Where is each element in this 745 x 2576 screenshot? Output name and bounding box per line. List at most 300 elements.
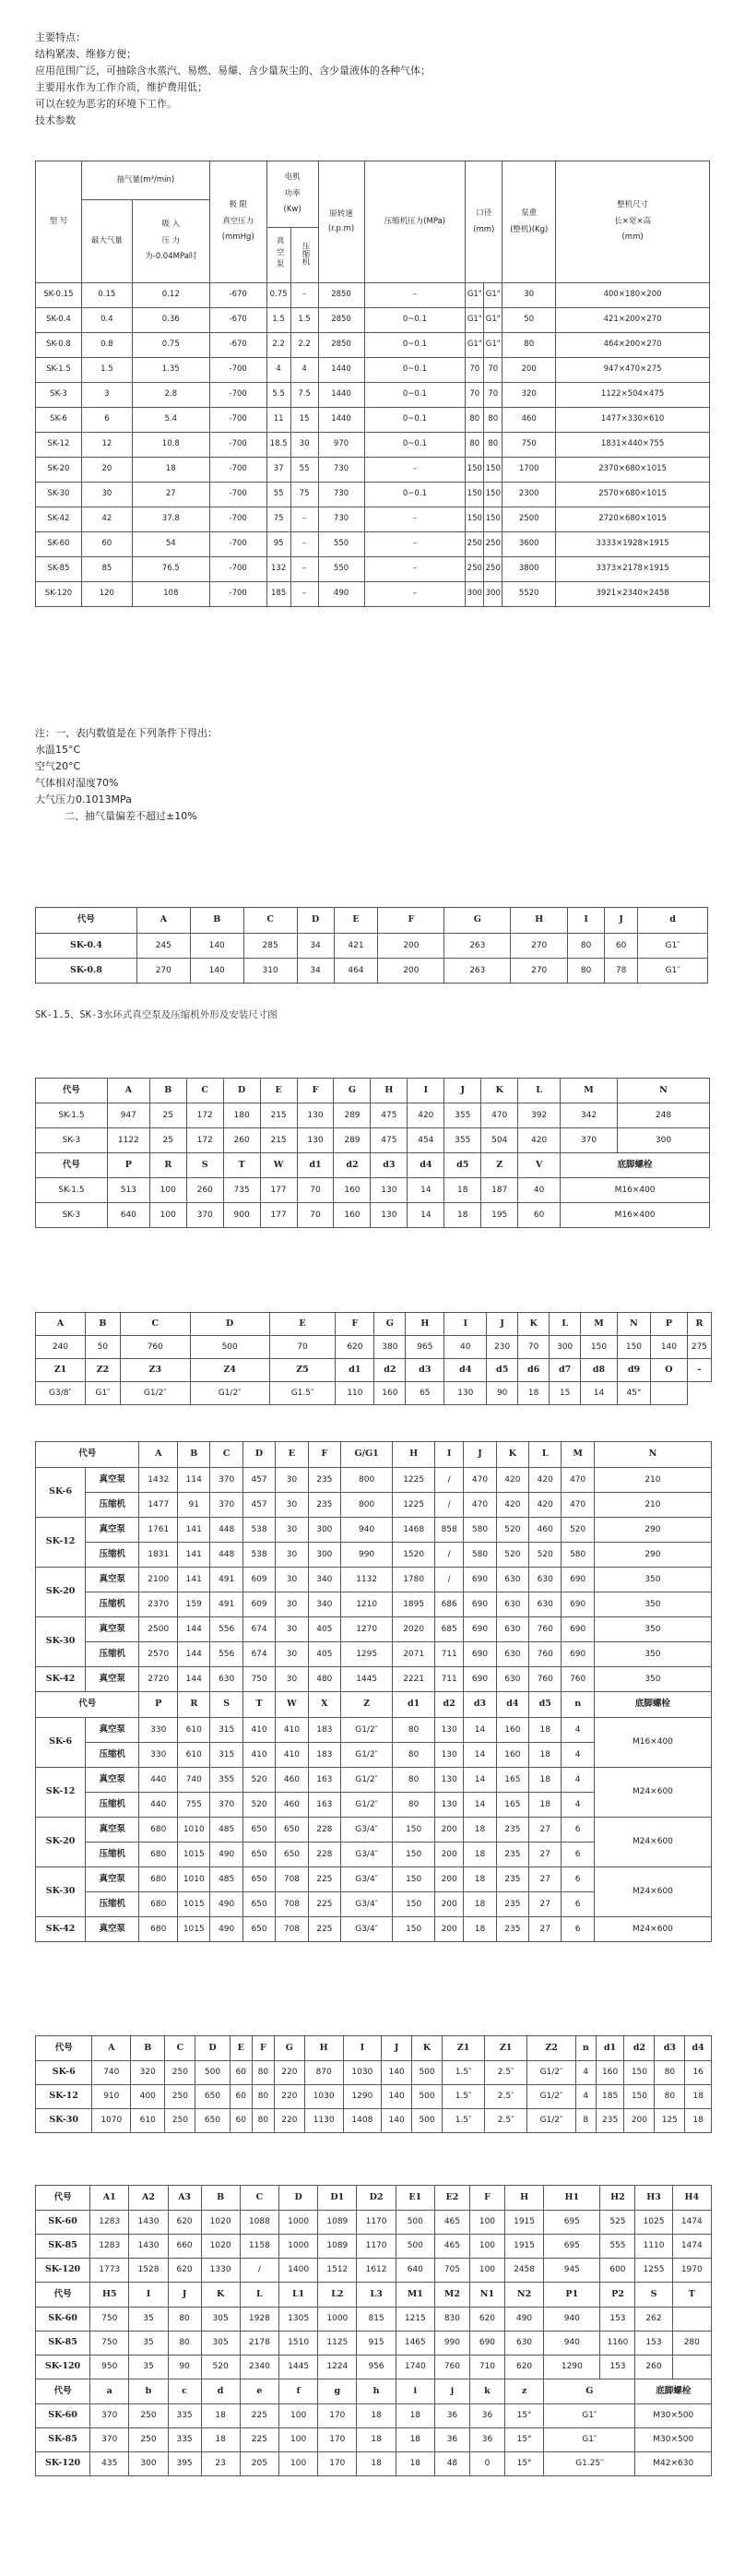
table-cell: 650 <box>276 1843 308 1867</box>
table-cell: 500 <box>412 2109 443 2133</box>
table-cell: 990 <box>341 1543 393 1568</box>
table-cell: 1477×330×610 <box>556 408 710 433</box>
table-cell: 538 <box>242 1518 275 1543</box>
table-cell: d3 <box>406 1359 444 1382</box>
table-cell: 底脚螺栓 <box>635 2379 712 2404</box>
table-cell: 440 <box>139 1768 178 1793</box>
table-cell: 1283 <box>90 2211 129 2235</box>
table-cell: 7.5 <box>290 383 318 408</box>
table-cell: 8 <box>575 2109 596 2133</box>
feature-line: 结构紧凑、维修方便； <box>35 48 136 60</box>
table-cell: 4 <box>290 358 318 383</box>
table-cell: 80 <box>252 2085 274 2109</box>
table-cell: SK-30 <box>36 2109 92 2133</box>
table-cell: G1.25″ <box>544 2452 635 2476</box>
table-cell: 2.8 <box>132 383 209 408</box>
table-cell: 30 <box>276 1493 308 1518</box>
table-cell: 177 <box>260 1203 297 1228</box>
table-cell: SK-3 <box>36 383 82 408</box>
table-cell: 75 <box>266 507 290 532</box>
table-cell: 475 <box>371 1103 408 1128</box>
table-cell: – <box>290 507 318 532</box>
table-cell: 620 <box>168 2211 201 2235</box>
table-cell: / <box>435 1493 464 1518</box>
table-row <box>36 1917 712 1942</box>
table-cell: d3 <box>655 2036 685 2061</box>
table-row <box>36 1336 712 1359</box>
table-cell: 30 <box>276 1568 308 1592</box>
table-row <box>36 1768 712 1793</box>
table-cell: 真空泵 <box>86 1518 139 1543</box>
table-cell: 475 <box>371 1128 408 1153</box>
table-cell: 1.5 <box>290 308 318 333</box>
table-cell: G3/4″ <box>341 1843 393 1867</box>
table-cell: G/G1 <box>341 1442 393 1468</box>
table-cell: 630 <box>529 1592 562 1617</box>
table-cell: 18 <box>357 2452 396 2476</box>
table-cell: 11 <box>266 408 290 433</box>
table-cell: SK-20 <box>36 458 82 483</box>
table-cell: 660 <box>168 2235 201 2259</box>
table-cell: 压缩机 <box>86 1793 139 1818</box>
table-cell: K <box>518 1313 550 1336</box>
table-cell: 30 <box>276 1468 308 1493</box>
table-cell: 60 <box>230 2109 252 2133</box>
table-cell: 464×200×270 <box>556 333 710 358</box>
table-cell: 300 <box>308 1543 340 1568</box>
table-cell: 130 <box>435 1793 464 1818</box>
table-cell: F <box>308 1442 340 1468</box>
table-row <box>36 557 710 582</box>
table-cell: D <box>242 1442 275 1468</box>
table-cell: 18 <box>396 2452 434 2476</box>
table-cell: 4 <box>562 1743 594 1768</box>
table-cell: 1015 <box>178 1892 210 1917</box>
table-cell: 15° <box>504 2428 543 2452</box>
table-cell: E1 <box>396 2186 434 2211</box>
table-cell: f <box>278 2379 317 2404</box>
table-cell: 6 <box>81 408 132 433</box>
table-cell: 36 <box>469 2428 504 2452</box>
table-cell: 705 <box>434 2259 469 2283</box>
table-cell: SK-120 <box>36 2452 90 2476</box>
table-cell: 1970 <box>672 2259 711 2283</box>
table-cell: SK-120 <box>36 582 82 607</box>
table-cell: C <box>240 2186 278 2211</box>
table-cell: G1″ <box>638 934 708 959</box>
spec-table <box>35 161 710 607</box>
table-cell: H2 <box>600 2186 635 2211</box>
table-cell: 630 <box>496 1642 528 1667</box>
table-cell: C <box>210 1442 242 1468</box>
table-cell: 520 <box>242 1768 275 1793</box>
table-cell: 630 <box>529 1568 562 1592</box>
table-cell: 200 <box>435 1892 464 1917</box>
table-cell: 1831×440×755 <box>556 433 710 458</box>
table-row <box>36 1359 712 1382</box>
table-cell: 320 <box>131 2061 165 2085</box>
table-cell: H <box>511 908 568 934</box>
table-cell: G1" <box>466 333 484 358</box>
table-cell: G1″ <box>544 2404 635 2428</box>
table-cell: 代号 <box>36 1153 108 1178</box>
table-cell: h <box>357 2379 396 2404</box>
table-cell: 2100 <box>139 1568 178 1592</box>
table-cell: 1000 <box>278 2211 317 2235</box>
table-cell: 2221 <box>393 1667 435 1692</box>
table-cell: 170 <box>318 2428 357 2452</box>
table-cell: 1070 <box>92 2109 131 2133</box>
table-cell: Z4 <box>190 1359 269 1382</box>
table-cell: C <box>165 2036 195 2061</box>
table-cell: SK-3 <box>36 1128 108 1153</box>
table-cell: 650 <box>276 1818 308 1843</box>
table-row <box>36 2211 712 2235</box>
table-cell: 370 <box>90 2404 129 2428</box>
table-cell: 435 <box>90 2452 129 2476</box>
table-cell: 150 <box>393 1867 435 1892</box>
table-cell: 740 <box>178 1768 210 1793</box>
table-cell: 750 <box>90 2332 129 2355</box>
table-cell: 235 <box>496 1843 528 1867</box>
table-cell: – <box>364 507 466 532</box>
table-cell: 440 <box>139 1793 178 1818</box>
note-line: 水温15°C <box>35 744 81 756</box>
table-cell: P2 <box>600 2283 635 2308</box>
table-cell: 490 <box>318 582 364 607</box>
table-cell: 245 <box>136 934 190 959</box>
table-cell: M24×600 <box>594 1867 711 1917</box>
table-cell: k <box>469 2379 504 2404</box>
table-cell: 248 <box>618 1103 710 1128</box>
table-cell: 70 <box>269 1336 336 1359</box>
table-cell: 1915 <box>504 2235 543 2259</box>
table-cell: G <box>274 2036 304 2061</box>
table-cell: 200 <box>378 959 444 984</box>
table-cell: 525 <box>600 2211 635 2235</box>
table-cell: 405 <box>308 1642 340 1667</box>
table-cell: SK-1.5 <box>36 1103 108 1128</box>
table-cell: 130 <box>444 1382 487 1405</box>
table-cell: 1.5 <box>81 358 132 383</box>
table-cell: -700 <box>209 507 266 532</box>
table-cell: SK-42 <box>36 507 82 532</box>
table-cell: 1255 <box>635 2259 672 2283</box>
table-cell: SK-85 <box>36 2235 90 2259</box>
table-cell: 250 <box>129 2428 168 2452</box>
table-cell: 0~0.1 <box>364 333 466 358</box>
table-cell: 800 <box>341 1468 393 1493</box>
table-cell: 150 <box>484 483 503 507</box>
table-cell: P <box>139 1692 178 1718</box>
table-cell: 228 <box>308 1843 340 1867</box>
table-cell: d2 <box>624 2036 655 2061</box>
spec-header-compressor: 压缩机 <box>290 228 318 283</box>
table-cell: d5 <box>487 1359 518 1382</box>
table-cell: 460 <box>276 1793 308 1818</box>
table-cell: 900 <box>223 1203 260 1228</box>
table-cell: 520 <box>496 1543 528 1568</box>
table-cell: SK-120 <box>36 2355 90 2379</box>
table-cell: 370 <box>90 2428 129 2452</box>
table-cell: 630 <box>210 1667 242 1692</box>
table-cell: 680 <box>139 1917 178 1942</box>
table-cell: G1" <box>466 283 484 308</box>
table-cell: 压缩机 <box>86 1543 139 1568</box>
table-cell: 1130 <box>304 2109 343 2133</box>
table-cell: E <box>260 1079 297 1103</box>
table-row <box>36 1178 710 1203</box>
table-cell: 2570×680×1015 <box>556 483 710 507</box>
table-cell: 70 <box>484 358 503 383</box>
table-row <box>36 959 708 984</box>
table-cell: 真空泵 <box>86 1617 139 1642</box>
table-cell: -700 <box>209 483 266 507</box>
table-cell: G1" <box>484 283 503 308</box>
table-cell: 760 <box>434 2355 469 2379</box>
table-cell: D1 <box>318 2186 357 2211</box>
table-cell: 710 <box>469 2355 504 2379</box>
table-cell: 460 <box>503 408 556 433</box>
table-cell: 3 <box>81 383 132 408</box>
table-cell: 2850 <box>318 333 364 358</box>
table-cell: 300 <box>308 1518 340 1543</box>
table-cell: 4 <box>266 358 290 383</box>
table-cell: 压缩机 <box>86 1743 139 1768</box>
table-cell: I <box>568 908 605 934</box>
table-cell: 260 <box>186 1178 223 1203</box>
table-cell: n <box>562 1692 594 1718</box>
table-cell: 470 <box>464 1468 496 1493</box>
table-cell: 580 <box>464 1543 496 1568</box>
table-cell: 130 <box>435 1718 464 1743</box>
table-cell: 代号 <box>36 908 137 934</box>
table-cell: 520 <box>496 1518 528 1543</box>
table-cell: 240 <box>36 1336 86 1359</box>
table-row <box>36 1468 712 1493</box>
table-cell: 55 <box>290 458 318 483</box>
table-cell: SK-1.5 <box>36 1178 108 1203</box>
table-cell: 940 <box>341 1518 393 1543</box>
dimension-table-sk6-sk30-base <box>35 2035 712 2133</box>
table-cell: 1122×504×475 <box>556 383 710 408</box>
table-cell: 27 <box>529 1917 562 1942</box>
table-cell: 370 <box>561 1128 618 1153</box>
table-cell: 160 <box>496 1743 528 1768</box>
table-cell: 代号 <box>36 1692 139 1718</box>
table-cell: 500 <box>195 2061 230 2085</box>
table-cell: J <box>605 908 638 934</box>
table-cell: 18 <box>685 2085 712 2109</box>
table-cell: 1773 <box>90 2259 129 2283</box>
table-cell: 630 <box>496 1667 528 1692</box>
table-cell: 真空泵 <box>86 1667 139 1692</box>
table-cell: 235 <box>496 1818 528 1843</box>
table-cell: M24×600 <box>594 1768 711 1818</box>
table-cell: 140 <box>190 959 243 984</box>
table-cell: 压缩机 <box>86 1892 139 1917</box>
table-cell: 183 <box>308 1743 340 1768</box>
table-cell: -670 <box>209 308 266 333</box>
table-cell: 405 <box>308 1617 340 1642</box>
table-cell: 0~0.1 <box>364 358 466 383</box>
table-cell: 1030 <box>343 2061 382 2085</box>
table-cell: 1215 <box>396 2308 434 2332</box>
table-cell: 947×470×275 <box>556 358 710 383</box>
table-cell: R <box>687 1313 711 1336</box>
table-cell: – <box>364 532 466 557</box>
table-cell: M <box>561 1079 618 1103</box>
table-cell: 1477 <box>139 1493 178 1518</box>
spec-header-port: 口径 (mm) <box>466 161 503 283</box>
table-cell: L1 <box>278 2283 317 2308</box>
table-cell: M <box>562 1442 594 1468</box>
table-cell: 275 <box>687 1336 711 1359</box>
table-cell: SK-85 <box>36 2332 90 2355</box>
spec-header-speed: 原转速 (r.p.m) <box>318 161 364 283</box>
table-cell: Z1 <box>485 2036 527 2061</box>
table-cell: 640 <box>107 1203 149 1228</box>
table-cell: d9 <box>617 1359 650 1382</box>
table-cell: 80 <box>466 408 484 433</box>
table-cell: 3600 <box>503 532 556 557</box>
table-cell: 520 <box>529 1543 562 1568</box>
table-cell: 37.8 <box>132 507 209 532</box>
table-cell: 代号 <box>36 2186 90 2211</box>
table-cell: 225 <box>308 1867 340 1892</box>
table-cell: 370 <box>210 1468 242 1493</box>
table-cell: 1000 <box>318 2308 357 2332</box>
table-cell: K <box>496 1442 528 1468</box>
table-cell: 30 <box>276 1518 308 1543</box>
table-cell: Z5 <box>269 1359 336 1382</box>
table-cell: M42×630 <box>635 2452 712 2476</box>
table-cell: 18 <box>464 1818 496 1843</box>
table-cell: 100 <box>469 2235 504 2259</box>
table-cell: – <box>290 557 318 582</box>
table-cell: – <box>364 557 466 582</box>
table-cell: 490 <box>504 2308 543 2332</box>
table-row <box>36 1867 712 1892</box>
table-cell: 18 <box>396 2404 434 2428</box>
table-cell: SK-30 <box>36 1617 86 1667</box>
table-cell: 80 <box>252 2109 274 2133</box>
table-cell: SK-12 <box>36 1518 86 1568</box>
table-cell: 100 <box>149 1178 186 1203</box>
table-cell: 965 <box>406 1336 444 1359</box>
table-row <box>36 458 710 483</box>
table-cell: 27 <box>529 1867 562 1892</box>
table-cell <box>672 2355 711 2379</box>
table-cell: L <box>550 1313 581 1336</box>
table-cell: 310 <box>243 959 297 984</box>
table-cell: 37 <box>266 458 290 483</box>
table-cell: 1.5 <box>266 308 290 333</box>
table-row <box>36 507 710 532</box>
table-row <box>36 1543 712 1568</box>
table-cell: 159 <box>178 1592 210 1617</box>
table-cell: 25 <box>149 1128 186 1153</box>
table-row <box>36 483 710 507</box>
table-cell: D <box>223 1079 260 1103</box>
table-row <box>36 283 710 308</box>
table-cell: 5.4 <box>132 408 209 433</box>
table-cell: 490 <box>210 1917 242 1942</box>
table-cell: 230 <box>487 1336 518 1359</box>
table-cell: 421×200×270 <box>556 308 710 333</box>
table-cell: G3/4″ <box>341 1917 393 1942</box>
table-cell: 185 <box>266 582 290 607</box>
table-cell: 170 <box>318 2404 357 2428</box>
table-cell: J <box>444 1079 481 1103</box>
table-cell: 80 <box>168 2308 201 2332</box>
table-cell: 650 <box>242 1818 275 1843</box>
table-cell: 220 <box>274 2085 304 2109</box>
table-cell: 1330 <box>201 2259 240 2283</box>
table-cell: 0.8 <box>81 333 132 358</box>
table-cell: 150 <box>624 2061 655 2085</box>
table-row <box>36 908 708 934</box>
table-cell: 2178 <box>240 2332 278 2355</box>
table-cell: 1474 <box>672 2211 711 2235</box>
table-cell: 34 <box>297 959 334 984</box>
table-cell: 250 <box>129 2404 168 2428</box>
table-cell: 1290 <box>544 2355 600 2379</box>
table-cell: – <box>364 582 466 607</box>
table-cell: 1020 <box>201 2211 240 2235</box>
table-cell: A <box>139 1442 178 1468</box>
table-cell: 80 <box>484 408 503 433</box>
table-cell: 160 <box>334 1203 371 1228</box>
table-cell: B <box>85 1313 120 1336</box>
table-cell: B <box>149 1079 186 1103</box>
table-cell: 183 <box>308 1718 340 1743</box>
spec-header-dimensions: 整机尺寸 长×宽×高 (mm) <box>556 161 710 283</box>
table-cell: 18 <box>518 1382 550 1405</box>
table-cell: SK-6 <box>36 2061 92 2085</box>
table-cell: 420 <box>529 1468 562 1493</box>
table-cell: 970 <box>318 433 364 458</box>
table-row <box>36 1313 712 1336</box>
table-cell: M <box>581 1313 618 1336</box>
table-cell: c <box>168 2379 201 2404</box>
table-cell: 153 <box>600 2355 635 2379</box>
table-cell: 15° <box>504 2404 543 2428</box>
table-row <box>36 1718 712 1743</box>
table-cell: 165 <box>496 1768 528 1793</box>
table-cell: H3 <box>635 2186 672 2211</box>
table-cell: 95 <box>266 532 290 557</box>
table-cell: 85 <box>81 557 132 582</box>
notes-section <box>35 725 717 825</box>
table-cell: M30×500 <box>635 2404 712 2428</box>
table-cell: 真空泵 <box>86 1917 139 1942</box>
table-cell: 80 <box>393 1743 435 1768</box>
table-cell: 270 <box>511 959 568 984</box>
table-cell: 300 <box>550 1336 581 1359</box>
table-cell: d5 <box>444 1153 481 1178</box>
table-cell: 205 <box>240 2452 278 2476</box>
dimension-table-sk04-sk08 <box>35 907 708 984</box>
table-cell: G1/2″ <box>341 1743 393 1768</box>
table-cell: 858 <box>435 1518 464 1543</box>
table-cell: 215 <box>260 1103 297 1128</box>
table-cell: 1000 <box>278 2235 317 2259</box>
feature-line: 应用范围广泛，可抽除含水蒸汽、易燃、易爆、含少量灰尘的、含少量液体的各种气体； <box>35 65 431 77</box>
table-cell: -700 <box>209 408 266 433</box>
table-cell: 500 <box>190 1336 269 1359</box>
table-cell: 640 <box>396 2259 434 2283</box>
